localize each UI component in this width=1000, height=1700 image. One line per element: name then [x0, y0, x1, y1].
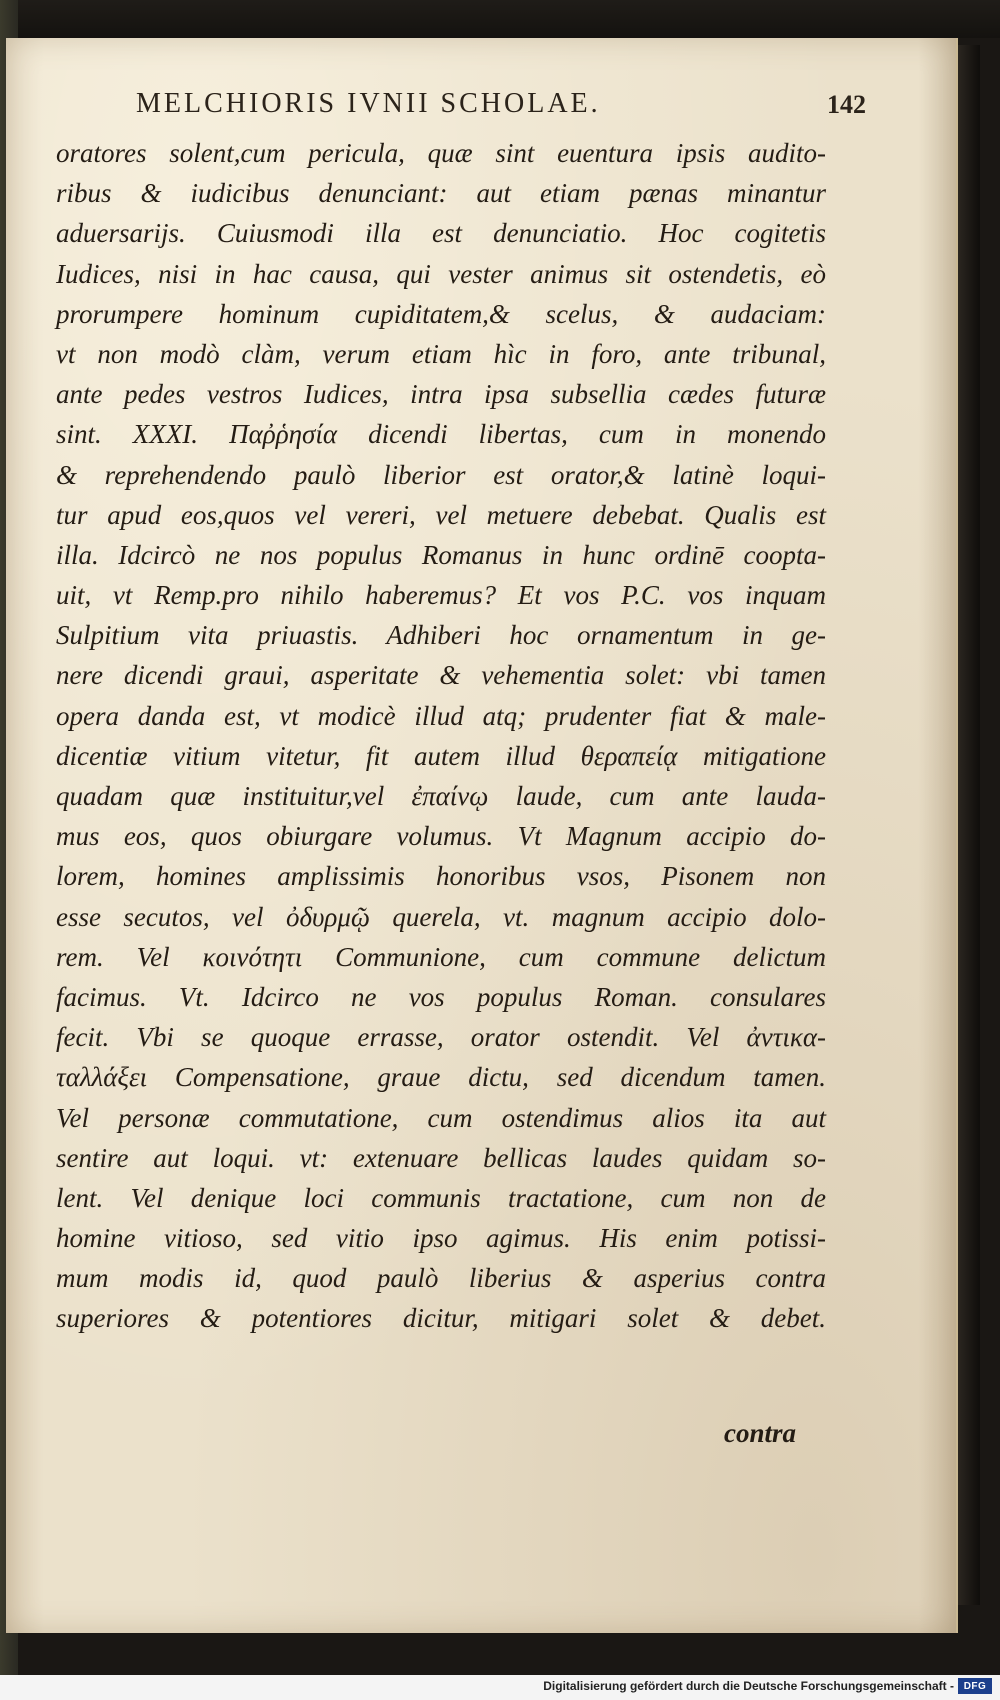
text-line: sint. XXXI. Παῤῥησία dicendi libertas, cum in monendo — [56, 419, 826, 450]
funding-note: Digitalisierung gefördert durch die Deutsche Forschungsgemeinschaft - — [543, 1679, 954, 1693]
text-line: sentire aut loqui. vt: extenuare bellicas laudes quidam so- — [56, 1142, 826, 1173]
text-line: prorumpere hominum cupiditatem,& scelus, & audaciam: — [56, 298, 826, 329]
dfg-logo: DFG — [958, 1678, 992, 1694]
text-line: opera danda est, vt modicè illud atq; prudenter fiat & male- — [56, 700, 826, 731]
text-line: quadam quæ instituitur,vel ἐπαίνῳ laude, cum ante lauda- — [56, 781, 826, 811]
text-line: homine vitioso, sed vitio ipso agimus. His enim potissi- — [56, 1223, 826, 1254]
text-line: mum modis id, quod paulò liberius & asperius contra — [56, 1263, 826, 1294]
text-line: & reprehendendo paulò liberior est orator,& latinè loqui- — [56, 459, 826, 490]
text-line: dicentiæ vitium vitetur, fit autem illud θεραπείᾳ mitigatione — [56, 740, 826, 771]
page-edge-shadow — [958, 45, 980, 1605]
text-line: ribus & iudicibus denunciant: aut etiam pænas minantur — [56, 178, 826, 209]
text-line: Sulpitium vita priuastis. Adhiberi hoc ornamentum in ge- — [56, 620, 826, 651]
text-line: esse secutos, vel ὀδυρμῷ querela, vt. magnum accipio dolo- — [56, 901, 826, 932]
text-line: lent. Vel denique loci communis tractatione, cum non de — [56, 1182, 826, 1213]
text-line: mus eos, quos obiurgare volumus. Vt Magnum accipio do- — [56, 821, 826, 852]
running-head — [136, 88, 866, 128]
text-line: rem. Vel κοινότητι Communione, cum commune delictum — [56, 941, 826, 972]
book-page — [6, 38, 958, 1633]
text-line: uit, vt Remp.pro nihilo haberemus? Et vos P.C. vos inquam — [56, 580, 826, 611]
text-line: oratores solent,cum pericula, quæ sint euentura ipsis audito- — [56, 138, 826, 168]
text-line: lorem, homines amplissimis honoribus vsos, Pisonem non — [56, 861, 826, 892]
text-line: illa. Idcircò ne nos populus Romanus in hunc ordinē coopta- — [56, 539, 826, 570]
text-line: vt non modò clàm, verum etiam hìc in foro, ante tribunal, — [56, 338, 826, 369]
text-line: fecit. Vbi se quoque errasse, orator ostendit. Vel ἀντικα- — [56, 1022, 826, 1053]
running-title: MELCHIORIS IVNII SCHOLAE. — [136, 88, 601, 119]
text-line: ante pedes vestros Iudices, intra ipsa subsellia cædes futuræ — [56, 379, 826, 410]
text-line: facimus. Vt. Idcirco ne vos populus Roman. consulares — [56, 981, 826, 1012]
body-text — [56, 133, 826, 1339]
text-line: Vel personæ commutatione, cum ostendimus alios ita aut — [56, 1102, 826, 1133]
scan-background-top — [0, 0, 1000, 38]
text-line: ταλλάξει Compensatione, graue dictu, sed dicendum tamen. — [56, 1062, 826, 1093]
text-line: superiores & potentiores dicitur, mitigari solet & debet. — [56, 1303, 826, 1334]
text-line: tur apud eos,quos vel vereri, vel metuere debebat. Qualis est — [56, 499, 826, 530]
text-line: nere dicendi graui, asperitate & vehementia solet: vbi tamen — [56, 660, 826, 691]
page-number: 142 — [827, 90, 866, 119]
catchword: contra — [724, 1418, 797, 1448]
text-line: Iudices, nisi in hac causa, qui vester animus sit ostendetis, eò — [56, 258, 826, 289]
text-line: aduersarijs. Cuiusmodi illa est denunciatio. Hoc cogitetis — [56, 218, 826, 249]
